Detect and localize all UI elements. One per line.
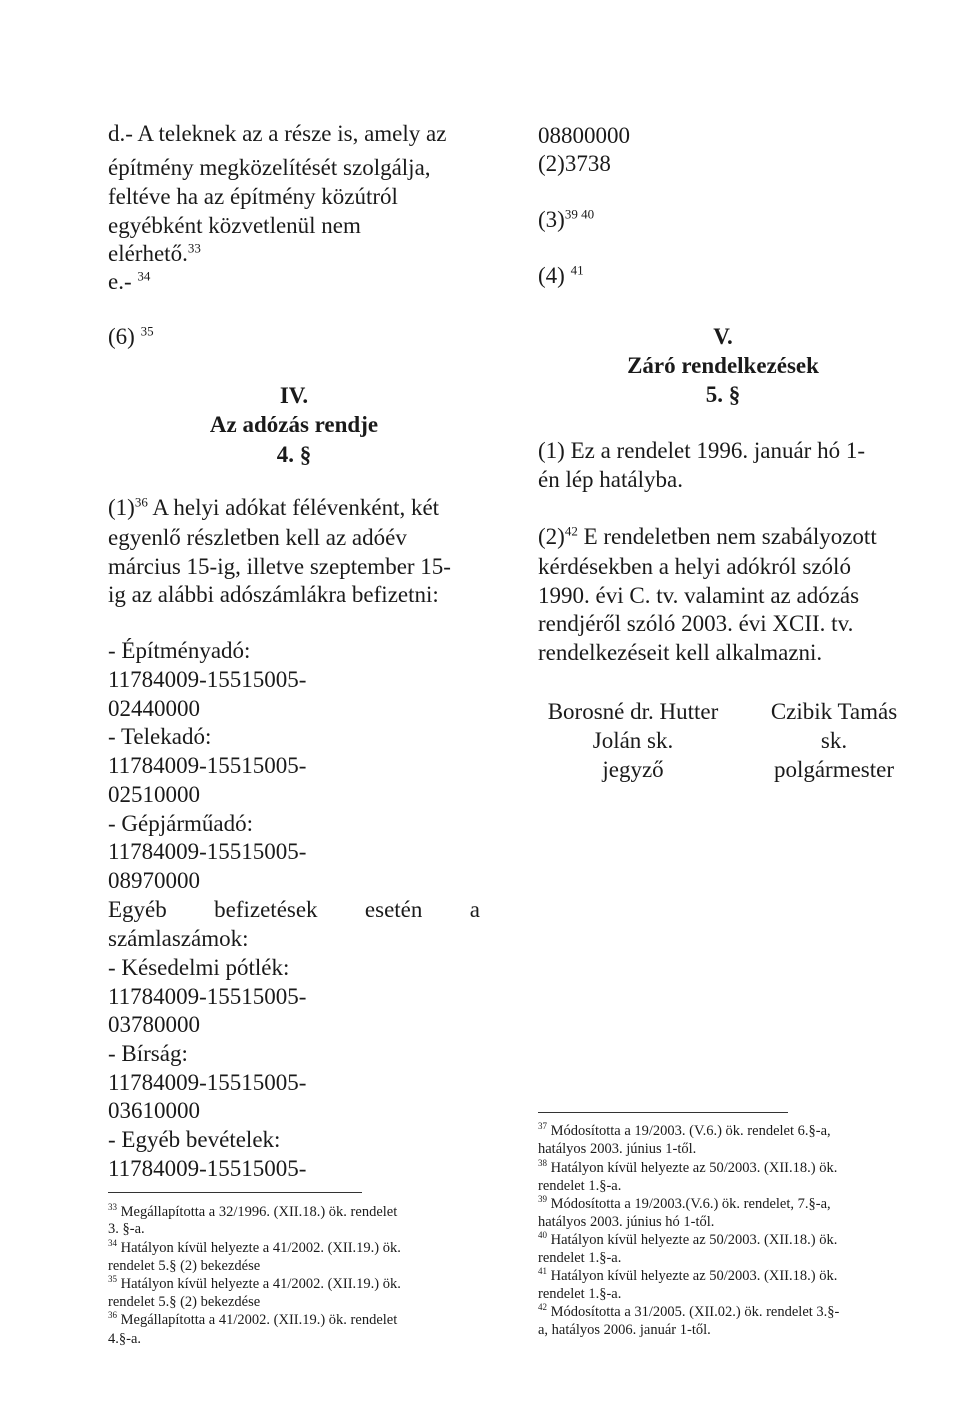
footnote-ref: 34: [137, 268, 151, 284]
footnote: $^{34}$ Hatályon kívül helyezte a 41/2002. (XII.19.) ök.: [108, 1238, 401, 1256]
footnote-ref: 35: [140, 323, 154, 339]
account-line: - Egyéb bevételek:: [108, 1127, 281, 1152]
footnote: hatályos 2003. június hó 1-től.: [538, 1214, 715, 1230]
para-6: (6) $^{35}$: [108, 323, 154, 349]
account-line: - Bírság:: [108, 1041, 188, 1066]
para-d-line-2: építmény megközelítését szolgálja,: [108, 155, 431, 180]
footnote: rendelet 5.§ (2) bekezdése: [108, 1294, 261, 1310]
other-payments-line: Egyéb befizetések esetén a: [108, 897, 480, 922]
account-line: 08800000: [538, 123, 630, 148]
footnote: $^{35}$ Hatályon kívül helyezte a 41/2002. (XII.19.) ök.: [108, 1274, 401, 1292]
chapter-title: Záró rendelkezések: [627, 353, 819, 378]
footnote-ref: 33: [187, 240, 201, 256]
footnote: $^{36}$ Megállapította a 41/2002. (XII.19.) ök. rendelet: [108, 1310, 398, 1328]
footnote-ref: 42: [564, 523, 578, 539]
footnote: rendelet 5.§ (2) bekezdése: [108, 1258, 261, 1274]
para-e: e.- $^{34}$: [108, 268, 151, 294]
footnote-divider: [108, 1192, 362, 1193]
p1-line-3: március 15-ig, illetve szeptember 15-: [108, 554, 451, 579]
p1-line-2: én lép hatályba.: [538, 467, 683, 492]
chapter-number: V.: [713, 324, 733, 349]
account-line: 11784009-15515005-: [108, 839, 307, 864]
footnote-ref: 36: [134, 494, 148, 510]
footnote: $^{38}$ Hatályon kívül helyezte az 50/2003. (XII.18.) ök.: [538, 1158, 838, 1176]
signature-name: Borosné dr. Hutter: [547, 699, 719, 724]
p1-line-1: $(1)^{36}$ A helyi adókat félévenként, két: [108, 494, 440, 520]
chapter-number: IV.: [279, 383, 309, 408]
footnote: $^{37}$ Módosította a 19/2003. (V.6.) ök. rendelet 6.§-a,: [538, 1121, 831, 1139]
footnote: hatályos 2003. június 1-től.: [538, 1141, 697, 1157]
footnote: rendelet 1.§-a.: [538, 1250, 622, 1266]
p2-line-5: rendelkezéseit kell alkalmazni.: [538, 640, 823, 665]
footnote: $^{40}$ Hatályon kívül helyezte az 50/2003. (XII.18.) ök.: [538, 1230, 838, 1248]
p2-line-4: rendjéről szóló 2003. évi XCII. tv.: [538, 611, 854, 636]
footnote: $^{39}$ Módosította a 19/2003.(V.6.) ök. rendelet, 7.§-a,: [538, 1194, 831, 1212]
p2-line-2: kérdésekben a helyi adókról szóló: [538, 554, 851, 579]
para-d-line-4: egyébként közvetlenül nem: [108, 213, 361, 238]
account-line: 02440000: [108, 696, 200, 721]
account-line: 08970000: [108, 868, 200, 893]
account-line: 11784009-15515005-: [108, 984, 307, 1009]
footnote: rendelet 1.§-a.: [538, 1286, 622, 1302]
footnote-divider: [538, 1112, 788, 1113]
account-line: 11784009-15515005-: [108, 1156, 307, 1181]
footnote: rendelet 1.§-a.: [538, 1178, 622, 1194]
para-d-line-3: feltéve ha az építmény közútról: [108, 184, 398, 209]
chapter-title: Az adózás rendje: [209, 412, 379, 437]
signature-name: Czibik Tamás: [770, 699, 898, 724]
footnote: 4.§-a.: [108, 1331, 142, 1347]
account-line: 02510000: [108, 782, 200, 807]
account-line: 11784009-15515005-: [108, 753, 307, 778]
footnote: $^{33}$ Megállapította a 32/1996. (XII.18.) ök. rendelet: [108, 1202, 398, 1220]
para-d-line-5: elérhető.$^{33}$: [108, 240, 201, 266]
footnote: a, hatályos 2006. január 1-től.: [538, 1322, 711, 1338]
footnote: $^{41}$ Hatályon kívül helyezte az 50/2003. (XII.18.) ök.: [538, 1266, 838, 1284]
footnote: $^{42}$ Módosította a 31/2005. (XII.02.) ök. rendelet 3.§-: [538, 1302, 840, 1320]
section-number: 5. §: [705, 382, 741, 407]
footnote: 3. §-a.: [108, 1221, 145, 1237]
account-line: 11784009-15515005-: [108, 667, 307, 692]
para-d-line-1: d.- A teleknek az a része is, amely az: [108, 121, 447, 146]
signature-name: Jolán sk.: [592, 728, 674, 753]
account-line: 03610000: [108, 1098, 200, 1123]
account-line: - Késedelmi pótlék:: [108, 955, 290, 980]
footnote-ref: 41: [570, 262, 584, 278]
p1-line-1: (1) Ez a rendelet 1996. január hó 1-: [538, 438, 865, 463]
footnote-ref: 39 40: [564, 206, 595, 222]
para-2-line: (2)3738: [538, 151, 611, 176]
para-4: (4) $^{41}$: [538, 262, 584, 288]
account-line: - Telekadó:: [108, 724, 212, 749]
signature-role: polgármester: [773, 757, 895, 782]
p1-line-2: egyenlő részletben kell az adóév: [108, 525, 407, 550]
account-line: - Építményadó:: [108, 638, 251, 663]
p2-line-3: 1990. évi C. tv. valamint az adózás: [538, 583, 860, 608]
section-number: 4. §: [276, 442, 312, 467]
account-line: 11784009-15515005-: [108, 1070, 307, 1095]
signature-name: sk.: [820, 728, 848, 753]
account-line: - Gépjárműadó:: [108, 811, 253, 836]
p2-line-1: $(2)^{42}$ E rendeletben nem szabályozott: [538, 523, 877, 549]
p1-line-4: ig az alábbi adószámlákra befizetni:: [108, 582, 439, 607]
signature-role: jegyző: [602, 757, 664, 782]
account-line: számlaszámok:: [108, 926, 249, 951]
para-3: $(3)^{39 40}$: [538, 206, 595, 232]
account-line: 03780000: [108, 1012, 200, 1037]
